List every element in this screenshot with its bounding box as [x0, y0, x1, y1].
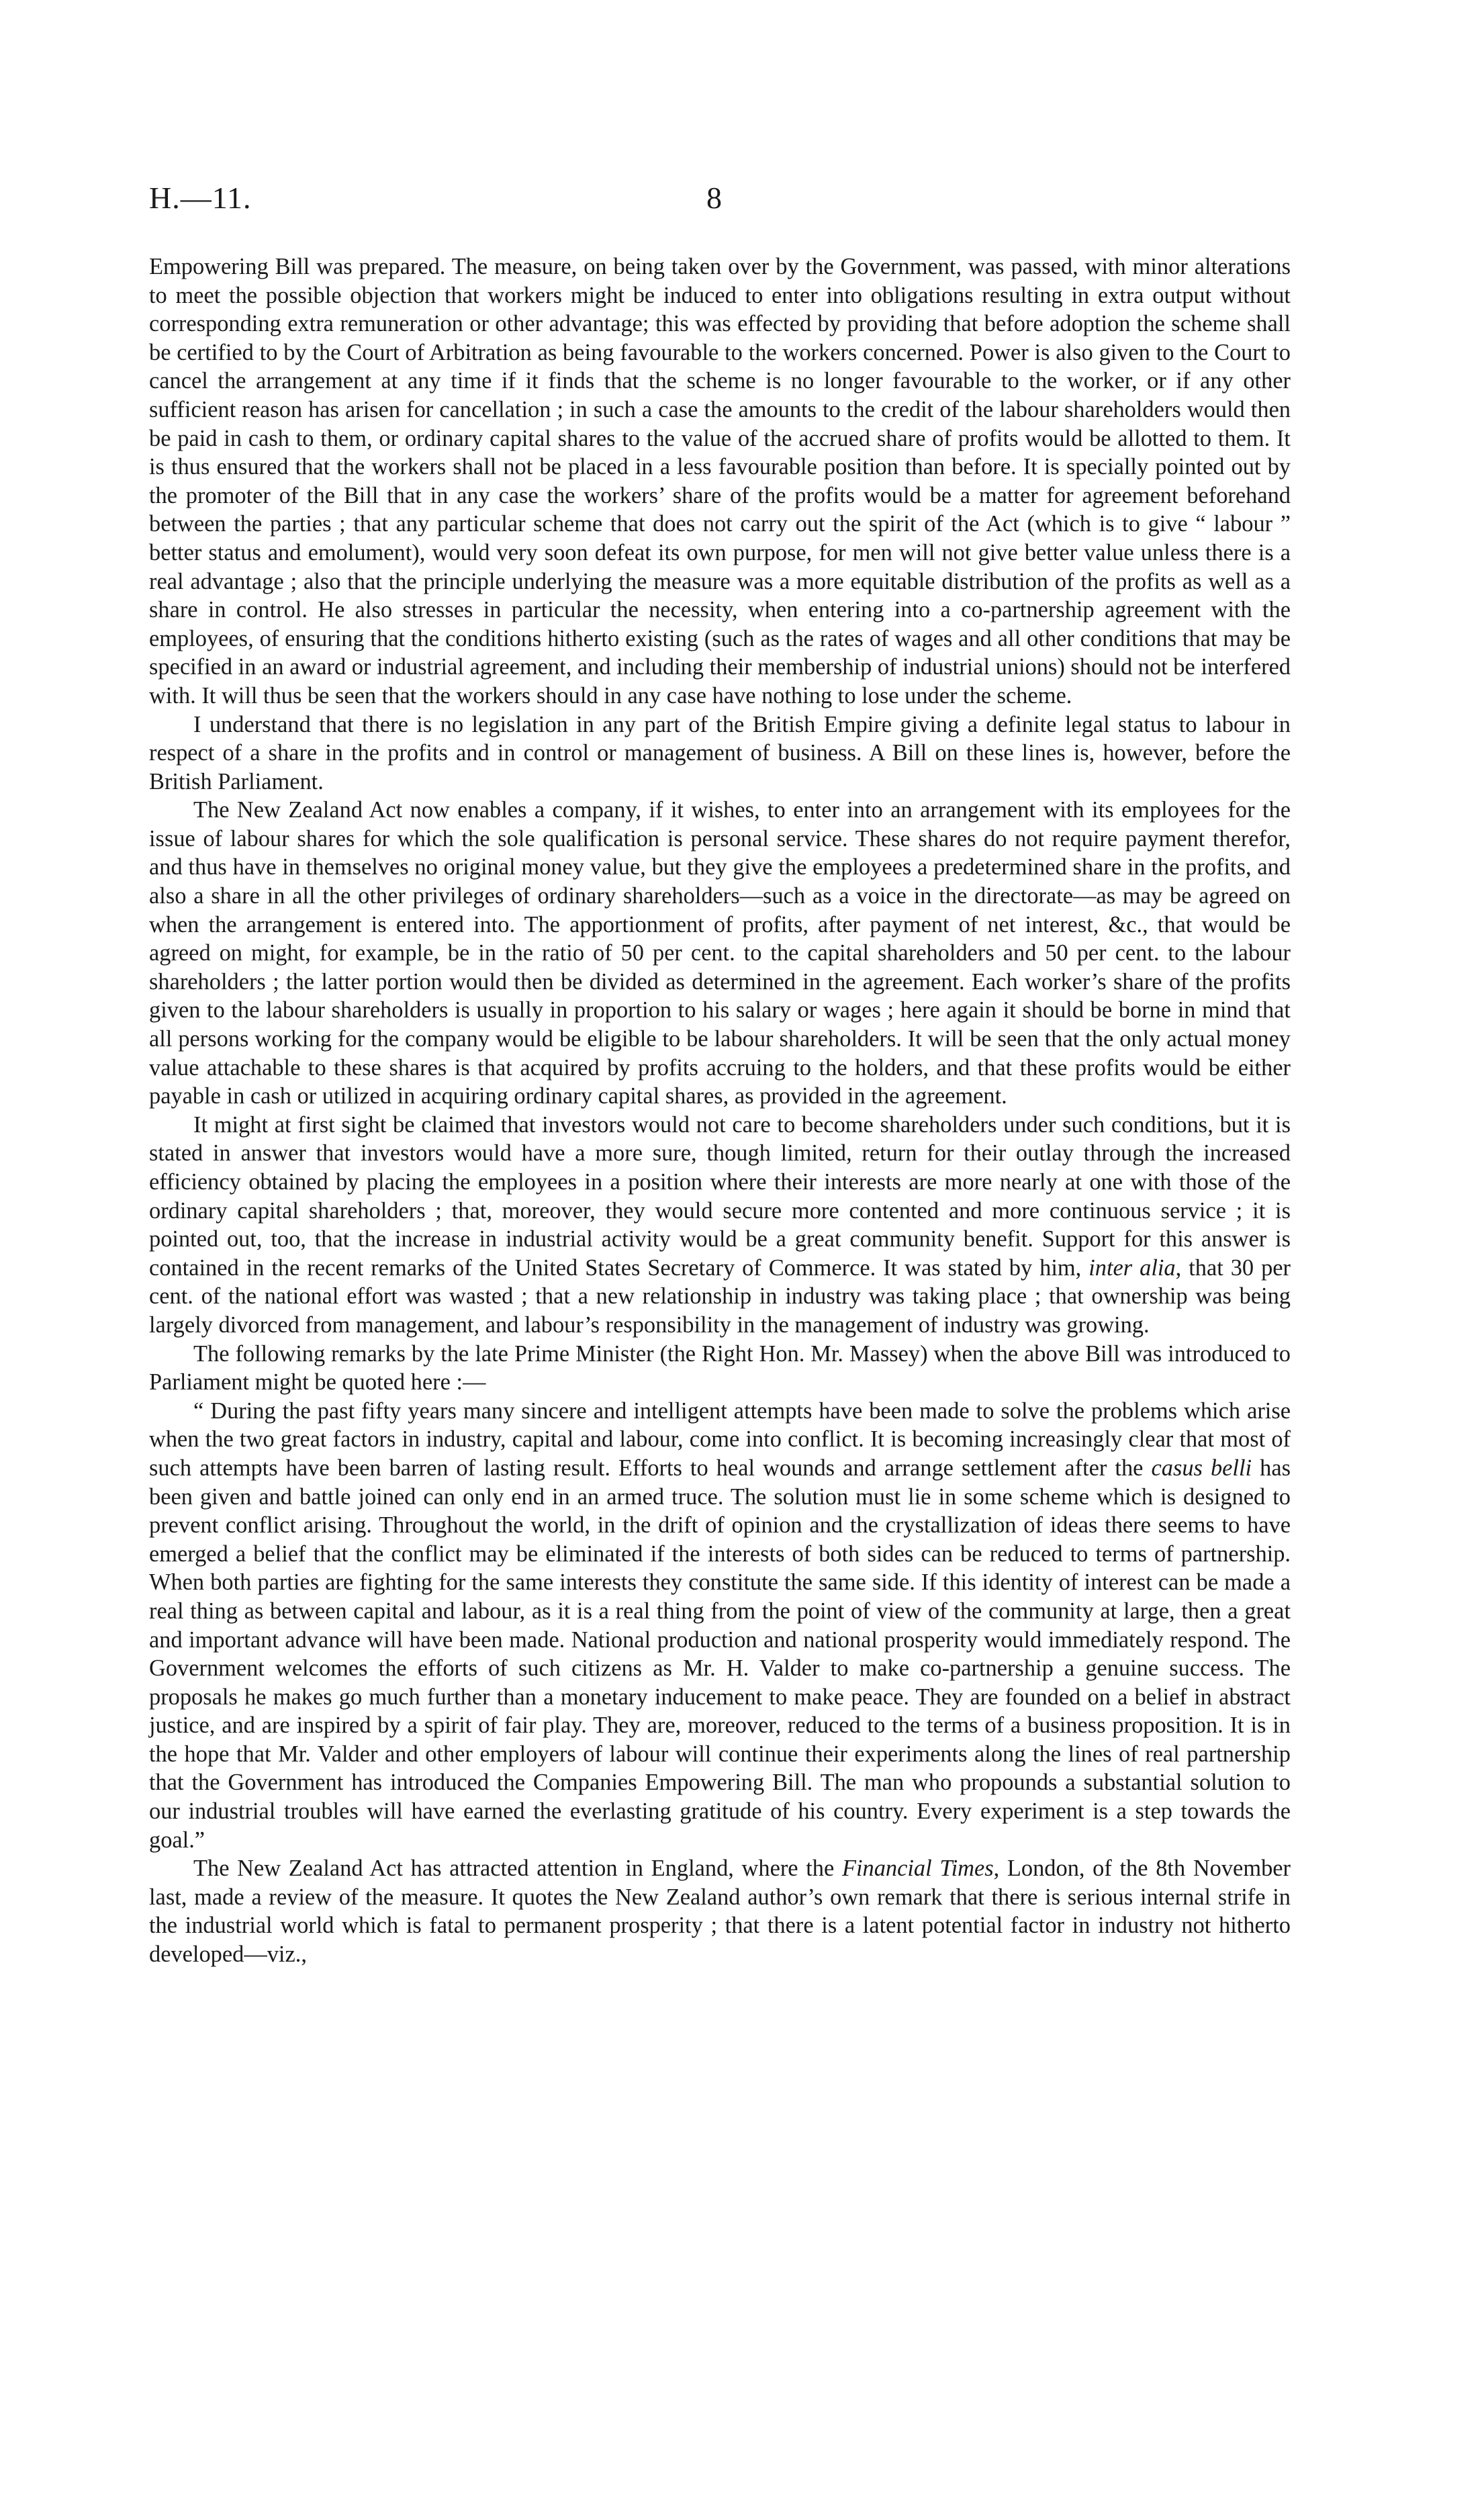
document-reference: H.—11.	[149, 181, 252, 215]
paragraph-text: The following remarks by the late Prime Minister (the Right Hon. Mr. Massey) when the above Bill was introduced to Parliament might be quoted here :—	[149, 1340, 1291, 1396]
paragraph-text: The New Zealand Act now enables a company, if it wishes, to enter into an arrangement with its employees for the issue of labour shares for which the sole qualification is personal service. These shares do not require payment therefor, and thus have in themselves no original money value, but they give the employees a predetermined share in the profits, and also a share in all the other privileges of ordinary shareholders—such as a voice in the directorate—as may be agreed on when the arrangement is entered into. The apportionment of profits, after payment of net interest, &c., that would be agreed on might, for example, be in the ratio of 50 per cent. to the capital shareholders and 50 per cent. to the labour shareholders ; the latter portion would then be divided as determined in the agreement. Each worker’s share of the profits given to the labour shareholders is usually in proportion to his salary or wages ; here again it should be borne in mind that all persons working for the company would be eligible to be labour shareholders. It will be seen that the only actual money value attachable to these shares is that acquired by profits accruing to the holders, and that these profits would be either payable in cash or utilized in acquiring ordinary capital shares, as provided in the agreement.	[149, 797, 1291, 1109]
paragraph-5	[149, 1340, 1291, 1397]
page-number: 8	[706, 181, 722, 215]
paragraph-text: The New Zealand Act has attracted attention in England, where the	[193, 1856, 842, 1882]
paragraph-text: , London, of the 8th November last, made a review of the measure. It quotes the New Zealand author’s own remark that there is serious internal strife in the industrial world which is fatal to permanent prosperity ; that there is a latent potential factor in industry not hitherto developed—viz.,	[149, 1856, 1291, 1968]
italic-phrase: casus belli	[1151, 1455, 1252, 1481]
italic-phrase: Financial Times	[841, 1856, 994, 1882]
page-header	[149, 180, 1291, 227]
body-text	[149, 253, 1291, 1969]
paragraph-text: It might at first sight be claimed that investors would not care to become shareholders under such conditions, but it is stated in answer that investors would have a more sure, though limited, return for their outlay through the increased efficiency obtained by placing the employees in a position where their interests are more nearly at one with those of the ordinary capital shareholders ; that, moreover, they would secure more contented and more continuous service ; it is pointed out, too, that the increase in industrial activity would be a great community benefit. Support for this answer is contained in the recent remarks of the United States Secretary of Commerce. It was stated by him,	[149, 1111, 1291, 1281]
paragraph-text: has been given and battle joined can only end in an armed truce. The solution must lie in some scheme which is designed to prevent conflict arising. Throughout the world, in the drift of opinion and the crystallization of ideas there seems to have emerged a belief that the conflict may be eliminated if the interests of both sides can be reduced to terms of partnership. When both parties are fighting for the same interests they constitute the same side. If this identity of interest can be made a real thing as between capital and labour, as it is a real thing from the point of view of the community at large, then a great and important advance will have been made. National production and national prosperity would immediately respond. The Government welcomes the efforts of such citizens as Mr. H. Valder to make co-partnership a genuine success. The proposals he makes go much further than a monetary inducement to make peace. They are founded on a belief in abstract justice, and are inspired by a spirit of fair play. They are, moreover, reduced to the terms of a business proposition. It is in the hope that Mr. Valder and other employers of labour will continue their experiments along the lines of real partnership that the Government has introduced the Companies Empowering Bill. The man who propounds a substantial solution to our industrial troubles will have earned the everlasting gratitude of his country. Every experiment is a step towards the goal.”	[149, 1455, 1291, 1853]
paragraph-text: Empowering Bill was prepared. The measure, on being taken over by the Government, was passed, with minor alterations to meet the possible objection that workers might be induced to enter into obligations resulting in extra output without corresponding extra remuneration or other advantage; this was effected by providing that before adoption the scheme shall be certified to by the Court of Arbitration as being favourable to the workers concerned. Power is also given to the Court to cancel the arrangement at any time if it finds that the scheme is no longer favourable to the worker, or if any other sufficient reason has arisen for cancellation ; in such a case the amounts to the credit of the labour shareholders would then be paid in cash to them, or ordinary capital shares to the value of the accrued share of profits would be allotted to them. It is thus ensured that the workers shall not be placed in a less favourable position than before. It is specially pointed out by the promoter of the Bill that in any case the workers’ share of the profits would be a matter for agreement beforehand between the parties ; that any particular scheme that does not carry out the spirit of the Act (which is to give “ labour ” better status and emolument), would very soon defeat its own purpose, for men will not give better value unless there is a real advantage ; also that the principle underlying the measure was a more equitable distribution of the profits as well as a share in control. He also stresses in particular the necessity, when entering into a co-partnership agreement with the employees, of ensuring that the conditions hitherto existing (such as the rates of wages and all other conditions that may be specified in an award or industrial agreement, and including their membership of industrial unions) should not be interfered with. It will thus be seen that the workers should in any case have nothing to lose under the scheme.	[149, 254, 1291, 708]
paragraph-text: I understand that there is no legislation in any part of the British Empire giving a definite legal status to labour in respect of a share in the profits and in control or management of business. A Bill on these lines is, however, before the British Parliament.	[149, 711, 1291, 794]
paragraph-6-quotation	[149, 1397, 1291, 1855]
paragraph-text: , that 30 per cent. of the national effort was wasted ; that a new relationship in industry was taking place ; that ownership was being largely divorced from management, and labour’s responsibility in the management of industry was growing.	[149, 1254, 1291, 1338]
paragraph-7	[149, 1854, 1291, 1968]
paragraph-2	[149, 711, 1291, 796]
paragraph-3	[149, 796, 1291, 1111]
paragraph-4	[149, 1111, 1291, 1340]
italic-phrase: inter alia	[1088, 1254, 1176, 1281]
paragraph-1	[149, 253, 1291, 711]
paragraph-text: “ During the past fifty years many sincere and intelligent attempts have been made to solve the problems which arise when the two great factors in industry, capital and labour, come into conflict. It is becoming increasingly clear that most of such attempts have been barren of lasting result. Efforts to heal wounds and arrange settlement after the	[149, 1398, 1291, 1481]
